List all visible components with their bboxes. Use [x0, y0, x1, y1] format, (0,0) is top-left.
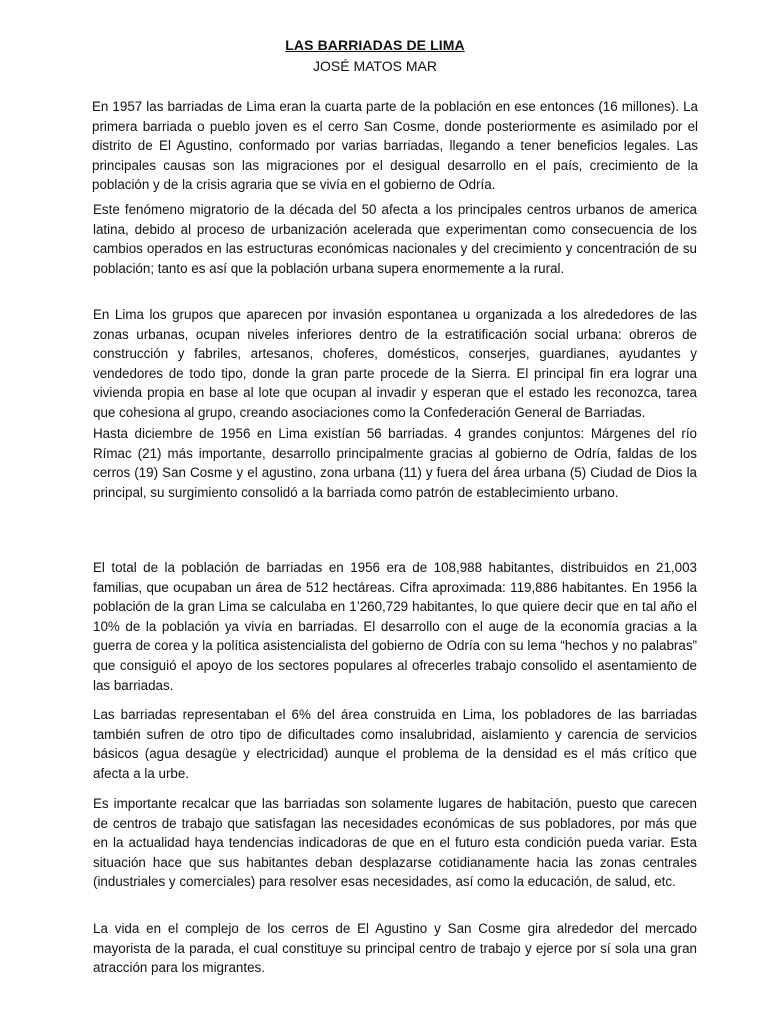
paragraph: En 1957 las barriadas de Lima eran la cuarta parte de la población en ese entonces (16 millones). La primera barriada o pueblo joven es el cerro San Cosme, donde posteriormente es asimilado por el distrito de El Agustino, conformado por varias barriadas, llegando a tener beneficios legales. Las principales causas son las migraciones por el desigual desarrollo en el país, crecimiento de la población y de la crisis agraria que se vivía en el gobierno de Odría. — [92, 99, 698, 193]
paragraph: Hasta diciembre de 1956 en Lima existían 56 barriadas. 4 grandes conjuntos: Márgenes del río Rímac (21) más importante, desarrollo principalmente gracias al gobierno de Odría, faldas de los cerros (19) San Cosme y el agustino, zona urbana (11) y fuera del área urbana (5) Ciudad de Dios la principal, su surgimiento consolidó a la barriada como patrón de establecimiento urbano. — [93, 426, 697, 500]
paragraph: En Lima los grupos que aparecen por invasión espontanea u organizada a los alrededores de las zonas urbanas, ocupan niveles inferiores dentro de la estratificación social urbana: obreros de construcción y fabriles, artesanos, choferes, domésticos, conserjes, guardianes, ayudantes y vendedores de todo tipo, donde la gran parte procede de la Sierra. El principal fin era lograr una vivienda propia en base al lote que ocupan al invadir y esperan que el estado les reconozca, tarea que cohesiona al grupo, creando asociaciones como la Confederación General de Barriadas. — [93, 307, 697, 420]
document-author: JOSÉ MATOS MAR — [313, 58, 437, 74]
paragraph: La vida en el complejo de los cerros de El Agustino y San Cosme gira alrededor del mercado mayorista de la parada, el cual constituye su principal centro de trabajo y ejerce por sí sola una gran atracción para los migrantes. — [93, 921, 697, 976]
paragraph: Es importante recalcar que las barriadas son solamente lugares de habitación, puesto que carecen de centros de trabajo que satisfagan las necesidades económicas de sus pobladores, por más que en la actualidad haya tendencias indicadoras de que en el futuro esta condición pueda variar. Esta situación hace que sus habitantes deban desplazarse cotidianamente hacia las zonas centrales (industriales y comerciales) para resolver esas necesidades, así como la educación, de salud, etc. — [93, 796, 697, 890]
paragraph: Las barriadas representaban el 6% del área construida en Lima, los pobladores de las barriadas también sufren de otro tipo de dificultades como insalubridad, aislamiento y carencia de servicios básicos (agua desagüe y electricidad) aunque el problema de la densidad es el más crítico que afecta a la urbe. — [93, 707, 697, 781]
paragraph: El total de la población de barriadas en 1956 era de 108,988 habitantes, distribuidos en 21,003 familias, que ocupaban un área de 512 hectáreas. Cifra aproximada: 119,886 habitantes. En 1956 la población de la gran Lima se calculaba en 1’260,729 habitantes, lo que quiere decir que en tal año el 10% de la población ya vivía en barriadas. El desarrollo con el auge de la economía gracias a la guerra de corea y la política asistencialista del gobierno de Odría con su lema “hechos y no palabras” que consiguió el apoyo de los sectores populares al ofrecerles trabajo consolido el asentamiento de las barriadas. — [93, 560, 697, 693]
document-title: LAS BARRIADAS DE LIMA — [285, 37, 465, 53]
paragraph: Este fenómeno migratorio de la década del 50 afecta a los principales centros urbanos de america latina, debido al proceso de urbanización acelerada que experimentan como consecuencia de los cambios operados en las estructuras económicas nacionales y del crecimiento y concentración de su población; tanto es así que la población urbana supera enormemente a la rural. — [93, 202, 697, 276]
